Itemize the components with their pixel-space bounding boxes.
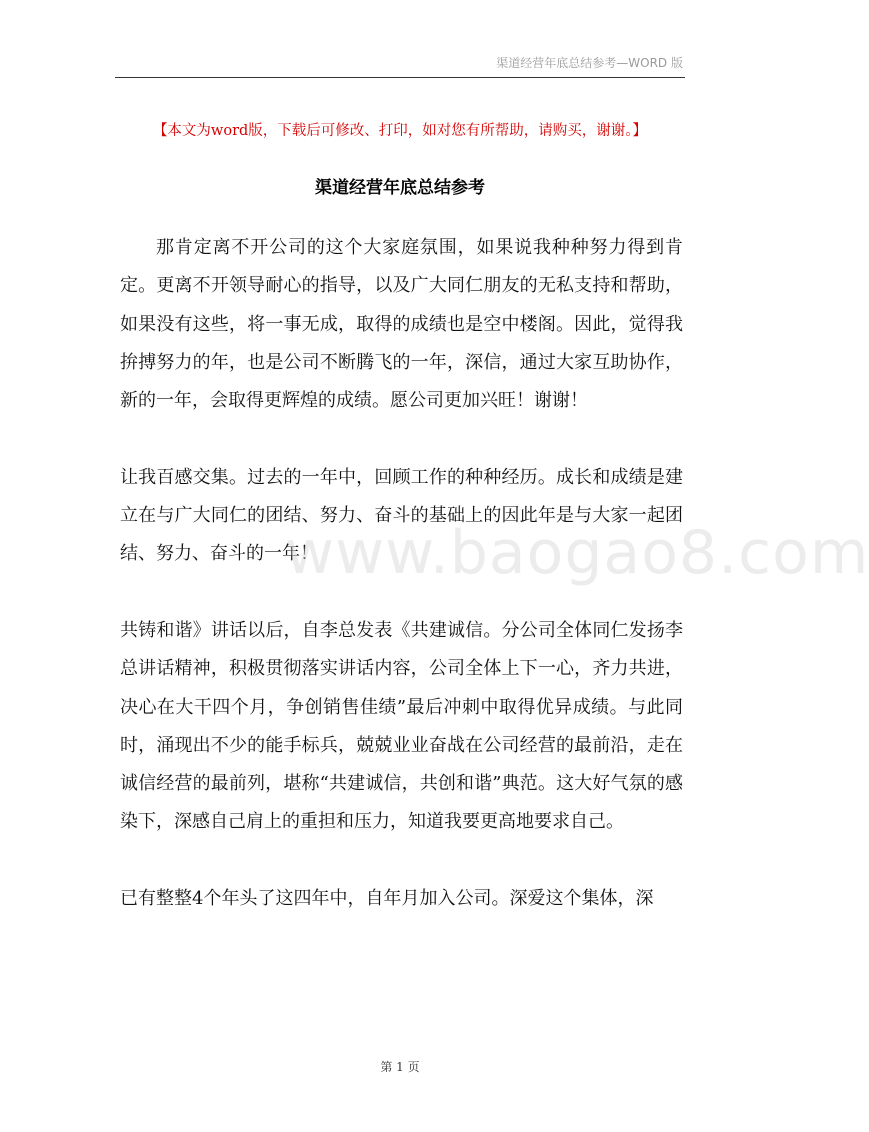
paragraph-gap bbox=[120, 574, 683, 612]
paragraph-4: 已有整整4个年头了这四年中，自年月加入公司。深爱这个集体，深 bbox=[120, 888, 654, 910]
paragraph-2: 让我百感交集。过去的一年中，回顾工作的种种经历。成长和成绩是建立在与广大同仁的团结、努力、奋斗的基础上的因此年是与大家一起团结、努力、奋斗的一年！ bbox=[120, 466, 683, 565]
document-title: 渠道经营年底总结参考 bbox=[315, 178, 485, 198]
paragraph-1: 那肯定离不开公司的这个大家庭氛围，如果说我种种努力得到肯定。更离不开领导耐心的指导，以及广大同仁朋友的无私支持和帮助，如果没有这些，将一事无成，取得的成绩也是空中楼阁。因此，觉得我拚搏努力的年，也是公司不断腾飞的一年，深信，通过大家互助协作，新的一年，会取得更辉煌的成绩。愿公司更加兴旺！谢谢！ bbox=[120, 237, 683, 412]
running-header: 渠道经营年底总结参考—WORD 版 bbox=[496, 56, 683, 70]
paragraph-gap bbox=[120, 842, 683, 880]
paragraph-3: 共铸和谐》讲话以后，自李总发表《共建诚信。分公司全体同仁发扬李总讲话精神，积极贯彻落实讲话内容，公司全体上下一心，齐力共进，决心在大干四个月，争创销售佳绩”最后冲刺中取得优异成绩。与此同时，涌现出不少的能手标兵，兢兢业业奋战在公司经营的最前沿，走在诚信经营的最前列，堪称“共建诚信，共创和谐”典范。这大好气氛的感染下，深感自己肩上的重担和压力，知道我要更高地要求自己。 bbox=[120, 619, 683, 833]
watermark: www.baogao8.com bbox=[285, 518, 869, 588]
header-divider bbox=[115, 77, 685, 78]
purchase-notice: 【本文为word版，下载后可修改、打印，如对您有所帮助，请购买，谢谢。】 bbox=[152, 123, 648, 139]
document-body bbox=[120, 229, 683, 918]
page-number: 第 1 页 bbox=[380, 1060, 420, 1074]
paragraph-gap bbox=[120, 420, 683, 458]
